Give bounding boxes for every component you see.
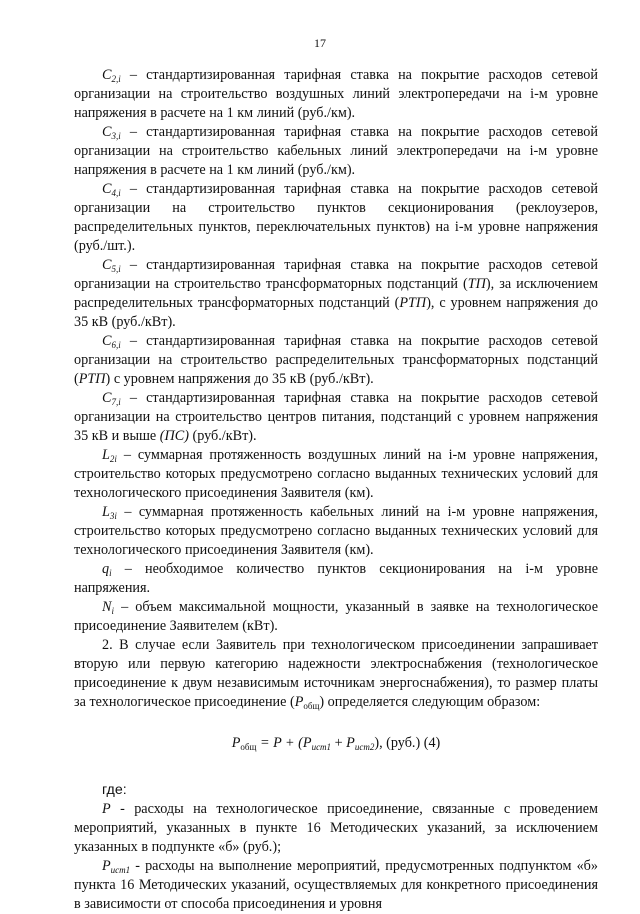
definition-text: – стандартизированная тарифная ставка на покрытие расходов сетевой организации на строительство пунктов секционирования (реклоузеров, распределительных пунктов, переключательных пунктов) на i-м уровне напряжения (руб./шт.). — [74, 181, 598, 254]
formula-mid: = P + ( — [256, 735, 303, 751]
definition-text: – стандартизированная тарифная ставка на покрытие расходов сетевой организации на строительство трансформаторных подстанций ( — [74, 257, 598, 292]
subscript: 7,i — [111, 397, 121, 407]
subscript: ист2 — [354, 742, 375, 752]
definition-l3 — [74, 503, 598, 560]
definition-text: – суммарная протяженность воздушных линий на i-м уровне напряжения, строительство которых предусмотрено согласно выданных технических условий для технологического присоединения Заявителя (км). — [74, 447, 598, 501]
paragraph-2 — [74, 636, 598, 712]
abbreviation: (ПС) — [159, 428, 189, 444]
paragraph-text: ) определяется следующим образом: — [319, 694, 541, 710]
subscript: 3,i — [111, 131, 121, 141]
definition-c6 — [74, 332, 598, 389]
formula-lhs: P — [231, 735, 241, 751]
symbol: C — [102, 67, 112, 83]
definition-text: - расходы на выполнение мероприятий, предусмотренных подпунктом «б» пункта 16 Методических указаний, осуществляемых для конкретного присоединения в зависимости от способа присоединения и уровня — [74, 858, 598, 912]
subscript: 5,i — [111, 264, 121, 274]
subscript: общ — [240, 742, 257, 752]
symbol: P — [102, 801, 111, 817]
subscript: ист1 — [110, 865, 131, 875]
symbol: q — [102, 561, 110, 577]
abbreviation: РТП — [78, 371, 106, 387]
definition-l2 — [74, 446, 598, 503]
definition-c7 — [74, 389, 598, 446]
definition-text: ), за исключением распределительных трансформаторных подстанций ( — [74, 276, 598, 311]
subscript: i — [111, 606, 114, 616]
definition-c3 — [74, 123, 598, 180]
page-number: 17 — [314, 36, 326, 50]
symbol: C — [102, 257, 112, 273]
definition-p — [74, 800, 598, 857]
abbreviation: ТП — [467, 276, 486, 292]
where-label: где: — [102, 782, 127, 798]
definition-text: – необходимое количество пунктов секционирования на i-м уровне напряжения. — [74, 561, 598, 596]
definition-text: ) с уровнем напряжения до 35 кВ (руб./кВт). — [105, 371, 374, 387]
definition-c2 — [74, 66, 598, 123]
paragraph-text: 2. В случае если Заявитель при технологическом присоединении запрашивает вторую или первую категорию надежности электроснабжения (технологическое присоединение к двум независимым источникам энергоснабжения), то размер платы за технологическое присоединение ( — [74, 637, 598, 710]
symbol: C — [102, 390, 112, 406]
subscript: ист1 — [311, 742, 332, 752]
definition-qi — [74, 560, 598, 598]
definition-text: – суммарная протяженность кабельных линий на i-м уровне напряжения, строительство которых предусмотрено согласно выданных технических условий для технологического присоединения Заявителя (км). — [74, 504, 598, 558]
definition-pist1 — [74, 857, 598, 914]
definition-c4 — [74, 180, 598, 256]
definition-text: – стандартизированная тарифная ставка на покрытие расходов сетевой организации на строительство распределительных трансформаторных подстанций ( — [74, 333, 598, 387]
document-body — [74, 66, 598, 914]
formula-plus: + — [331, 735, 347, 751]
subscript: 4,i — [111, 188, 121, 198]
formula-term: P — [346, 735, 355, 751]
symbol: C — [102, 124, 112, 140]
symbol: C — [102, 181, 112, 197]
subscript: i — [109, 568, 112, 578]
symbol: C — [102, 333, 112, 349]
symbol: L — [102, 447, 110, 463]
definition-c5 — [74, 256, 598, 332]
symbol: L — [102, 504, 110, 520]
formula-4 — [74, 734, 598, 753]
definition-text: - расходы на технологическое присоединение, связанные с проведением мероприятий, указанных в пункте 16 Методических указаний, за исключением указанных в подпункте «б» (руб.); — [74, 801, 598, 855]
definition-text: – стандартизированная тарифная ставка на покрытие расходов сетевой организации на строительство кабельных линий электропередачи на i-м уровне напряжения в расчете на 1 км линий (руб./км). — [74, 124, 598, 178]
subscript: 3i — [109, 511, 117, 521]
symbol: P — [294, 694, 304, 710]
definition-text: – стандартизированная тарифная ставка на покрытие расходов сетевой организации на строительство воздушных линий электропередачи на i-м уровне напряжения в расчете на 1 км линий (руб./км). — [74, 67, 598, 121]
definition-text: – объем максимальной мощности, указанный в заявке на технологическое присоединение Заявителем (кВт). — [74, 599, 598, 634]
subscript: общ — [303, 701, 320, 711]
definition-text: ), с уровнем напряжения до 35 кВ (руб./кВт). — [74, 295, 598, 330]
definition-text: – стандартизированная тарифная ставка на покрытие расходов сетевой организации на строительство центров питания, подстанций с уровнем напряжения 35 кВ и выше — [74, 390, 598, 444]
definition-text: (руб./кВт). — [188, 428, 257, 444]
subscript: 2,i — [111, 74, 121, 84]
subscript: 6,i — [111, 340, 121, 350]
symbol: N — [102, 599, 112, 615]
symbol: P — [102, 858, 111, 874]
formula-tail: ), (руб.) (4) — [374, 735, 441, 751]
subscript: 2i — [109, 454, 117, 464]
abbreviation: РТП — [399, 295, 427, 311]
definition-ni — [74, 598, 598, 636]
formula-term: P — [302, 735, 312, 751]
